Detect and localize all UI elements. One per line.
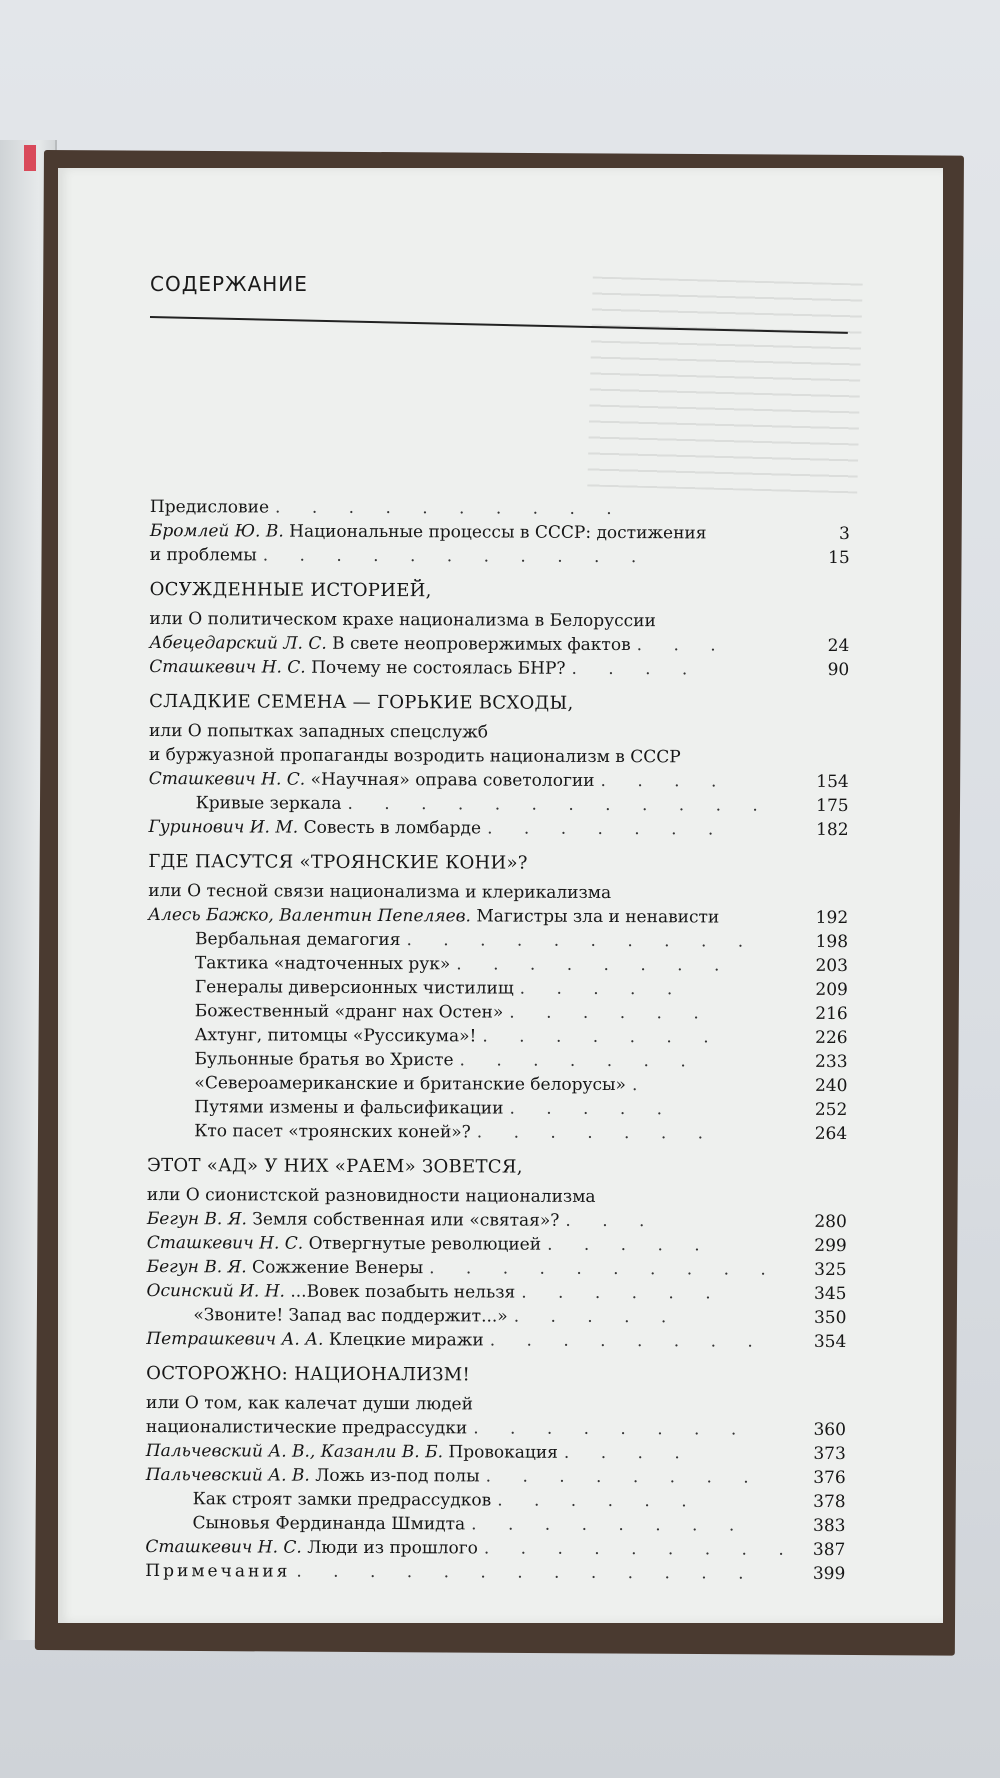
toc-leader-dots: . . . . [571,658,701,680]
toc-page-number: 175 [816,795,849,817]
toc-page-number: 354 [813,1331,847,1353]
bleed-through-text [587,277,862,494]
toc-leader-dots: . . . . . . . . . . . . [347,793,771,816]
toc-title: Магистры зла и ненависти [476,906,720,928]
toc-page-number: 233 [815,1051,848,1073]
toc-author: Сташкевич Н. С. [148,768,311,790]
page-title: СОДЕРЖАНИЕ [150,272,308,296]
toc-page-number: 387 [812,1539,846,1561]
toc-section-heading [150,573,850,610]
toc-page-number: 299 [814,1235,847,1257]
toc-author: Сташкевич Н. С. [149,656,312,678]
toc-entry [149,607,849,634]
toc-title: Божественный «дранг нах Остен» [194,1001,504,1023]
toc-page-number: 345 [814,1283,847,1305]
toc-title: Люди из прошлого [307,1537,478,1559]
toc-entry [145,1535,845,1562]
toc-title: или О попытках западных спецслужб [148,720,489,743]
toc-title: или О сионистской разновидности национализма [146,1184,596,1207]
toc-entry [146,1415,846,1442]
toc-title: ЭТОТ «АД» У НИХ «РАЕМ» ЗОВЕТСЯ, [147,1154,523,1178]
toc-entry [149,631,849,658]
toc-entry [150,519,850,546]
toc-entry [147,1095,847,1122]
toc-entry [150,495,850,522]
toc-title: Национальные процессы в СССР: достижения [289,521,707,544]
toc-title: Ложь из-под полы [315,1465,480,1487]
toc-title: Почему не состоялась БНР? [311,657,566,679]
toc-title: СЛАДКИЕ СЕМЕНА — ГОРЬКИЕ ВСХОДЫ, [149,690,574,714]
toc-title: Кто пасет «троянских коней»? [194,1121,471,1143]
toc-page-number: 376 [813,1467,846,1489]
toc-page-number: 280 [814,1211,847,1233]
toc-leader-dots: . . . . . . [497,1490,700,1512]
toc-leader-dots: . . . . . . . [476,1122,717,1144]
toc-section-heading [148,845,848,882]
toc-leader-dots: . . . . . . . [459,1050,699,1072]
toc-title: ОСТОРОЖНО: НАЦИОНАЛИЗМ! [146,1362,471,1386]
toc-page-number: 350 [813,1307,847,1329]
toc-title: Отвергнутые революцией [308,1233,542,1255]
toc-author: Бегун В. Я. [146,1208,253,1230]
toc-title: Тактика «надточенных рук» [194,953,451,975]
toc-author: Бромлей Ю. В. [149,520,290,542]
toc-page-number: 15 [828,547,850,569]
toc-entry [149,767,849,794]
toc-entry [145,1559,845,1586]
toc-page-number: 226 [815,1027,848,1049]
toc-entry [149,655,849,682]
toc-author: Алесь Бажко, Валентин Пепеляев. [148,904,477,927]
toc-page-number: 209 [815,979,848,1001]
toc-leader-dots: . . . . . . . . . . [406,930,757,952]
toc-leader-dots: . . . . . [509,1098,676,1120]
toc-title: «Североамериканские и британские белорусы» [194,1073,627,1096]
toc-title: и проблемы [149,544,257,566]
toc-leader-dots: . . . [565,1210,658,1232]
toc-author: Пальчевский А. В. [145,1464,316,1486]
toc-page-number: 154 [816,771,849,793]
toc-title: Совесть в ломбарде [303,817,482,839]
toc-entry [147,1119,847,1146]
toc-page-number: 373 [813,1443,846,1465]
toc-title: ...Вовек позабыть нельзя [290,1281,516,1303]
toc-leader-dots: . . . . . . . . [471,1514,748,1536]
toc-entry [147,1071,847,1098]
toc-title: Ахтунг, питомцы «Руссикума»! [194,1025,477,1047]
toc-title: Бульонные братья во Христе [194,1049,454,1071]
toc-leader-dots: . . . [636,635,729,656]
toc-leader-dots: . . . . . . [521,1282,724,1304]
toc-entry [146,1463,846,1490]
toc-leader-dots: . . . . . . . . . . . [262,545,650,568]
toc-section-heading [149,685,849,722]
toc-entry [149,791,849,818]
toc-leader-dots: . . . . . . . . . . [429,1258,779,1280]
toc-title: Предисловие [149,496,270,518]
toc-leader-dots: . . . . . . . [487,818,727,840]
toc-entry [150,543,850,570]
bookmark-ribbon [24,145,36,171]
toc-page-number: 216 [815,1003,848,1025]
toc-leader-dots: . . . . [563,1442,693,1464]
toc-page-number: 378 [813,1491,846,1513]
toc-page-number: 399 [812,1563,846,1585]
toc-entry [148,879,848,906]
toc-title: или О политическом крахе национализма в Белоруссии [149,608,656,632]
toc-leader-dots: . . . . . . . . . . . . . [296,1561,757,1584]
toc-author: Гуринович И. М. [148,816,304,838]
toc-leader-dots: . . . . . [519,978,686,1000]
toc-entry [146,1391,846,1418]
toc-title: и буржуазной пропаганды возродить национализм в СССР [148,744,681,768]
toc-title: или О тесной связи национализма и клерикализма [148,880,612,904]
toc-entry [148,951,848,978]
toc-leader-dots: . . . . [600,770,730,792]
toc-page-number: 360 [813,1419,846,1441]
toc-entry [148,903,848,930]
toc-leader-dots: . . . . . . . . [456,954,733,976]
toc-title: Провокация [448,1442,558,1463]
toc-entry [146,1439,846,1466]
toc-title: Генералы диверсионных чистилищ [194,977,514,999]
toc-page-number: 383 [813,1515,846,1537]
toc-leader-dots: . . . . . . . . [473,1418,750,1440]
toc-page-number: 198 [815,931,849,953]
toc-leader-dots: . . . . . . . [482,1026,722,1048]
toc-title: ОСУЖДЕННЫЕ ИСТОРИЕЙ, [149,578,432,602]
toc-entry [147,1255,847,1282]
toc-title: Кривые зеркала [195,793,342,814]
toc-title: Земля собственная или «святая»? [252,1209,560,1231]
toc-author: Осинский И. Н. [146,1280,291,1302]
toc-entry [147,1047,847,1074]
toc-entry [147,1231,847,1258]
toc-entry [148,975,848,1002]
toc-author: Пальчевский А. В., Казанли В. Б. [145,1440,449,1463]
toc-title: ГДЕ ПАСУТСЯ «ТРОЯНСКИЕ КОНИ»? [148,850,528,874]
toc-title: Сожжение Венеры [252,1257,424,1279]
toc-author: Абецедарский Л. С. [149,632,333,654]
toc-section-heading [146,1357,846,1394]
toc-leader-dots: . . . . . [547,1234,713,1256]
toc-title: Сыновья Фердинанда Шмидта [192,1513,466,1535]
table-of-contents [145,495,850,1586]
toc-page-number: 252 [814,1099,848,1121]
toc-entry [149,743,849,770]
toc-entry [146,1279,846,1306]
toc-leader-dots: . . . . . . . . [485,1466,762,1488]
toc-entry [148,1023,848,1050]
toc-title: Как строят замки предрассудков [192,1489,492,1511]
toc-page-number: 90 [827,659,850,681]
toc-author: Петрашкевич А. А. [146,1328,329,1350]
toc-page-number: 203 [815,955,848,977]
toc-leader-dots: . . . . . . [509,1002,712,1024]
toc-entry [149,719,849,746]
toc-entry [148,927,848,954]
toc-page-number: 3 [838,524,850,545]
toc-page-number: 24 [827,635,850,657]
toc-title: Клецкие миражи [328,1329,484,1351]
toc-leader-dots: . . . . . . . . . . [274,497,625,520]
toc-section-heading [147,1149,847,1186]
toc-author: Сташкевич Н. С. [145,1536,308,1558]
toc-leader-dots: . . . . . [513,1306,680,1328]
toc-entry [145,1511,845,1538]
toc-entry [147,1183,847,1210]
toc-leader-dots: . [631,1075,651,1096]
toc-title: «Научная» оправа советологии [310,769,595,791]
toc-entry [147,1207,847,1234]
toc-title: или О том, как калечат души людей [145,1392,474,1415]
toc-author: Бегун В. Я. [146,1256,253,1278]
toc-page-number: 182 [816,819,849,841]
toc-title: Вербальная демагогия [195,929,401,951]
toc-entry [146,1303,846,1330]
toc-entry [146,1327,846,1354]
toc-page-number: 192 [815,907,849,929]
toc-author: Сташкевич Н. С. [146,1232,309,1254]
toc-leader-dots: . . . . . . . . [489,1330,766,1352]
toc-title: В свете неопровержимых фактов [332,633,631,656]
toc-entry [148,999,848,1026]
toc-title: «Звоните! Запад вас поддержит...» [193,1305,508,1327]
toc-page-number: 264 [814,1123,848,1145]
toc-leader-dots: . . . . . . . . . [483,1538,797,1560]
toc-page-number: 325 [814,1259,847,1281]
toc-entry [146,1487,846,1514]
toc-title: националистические предрассудки [145,1416,468,1439]
toc-page-number: 240 [814,1075,848,1097]
toc-entry [148,815,848,842]
toc-title: Путями измены и фальсификации [194,1097,504,1119]
toc-title: Примечания [145,1560,291,1582]
